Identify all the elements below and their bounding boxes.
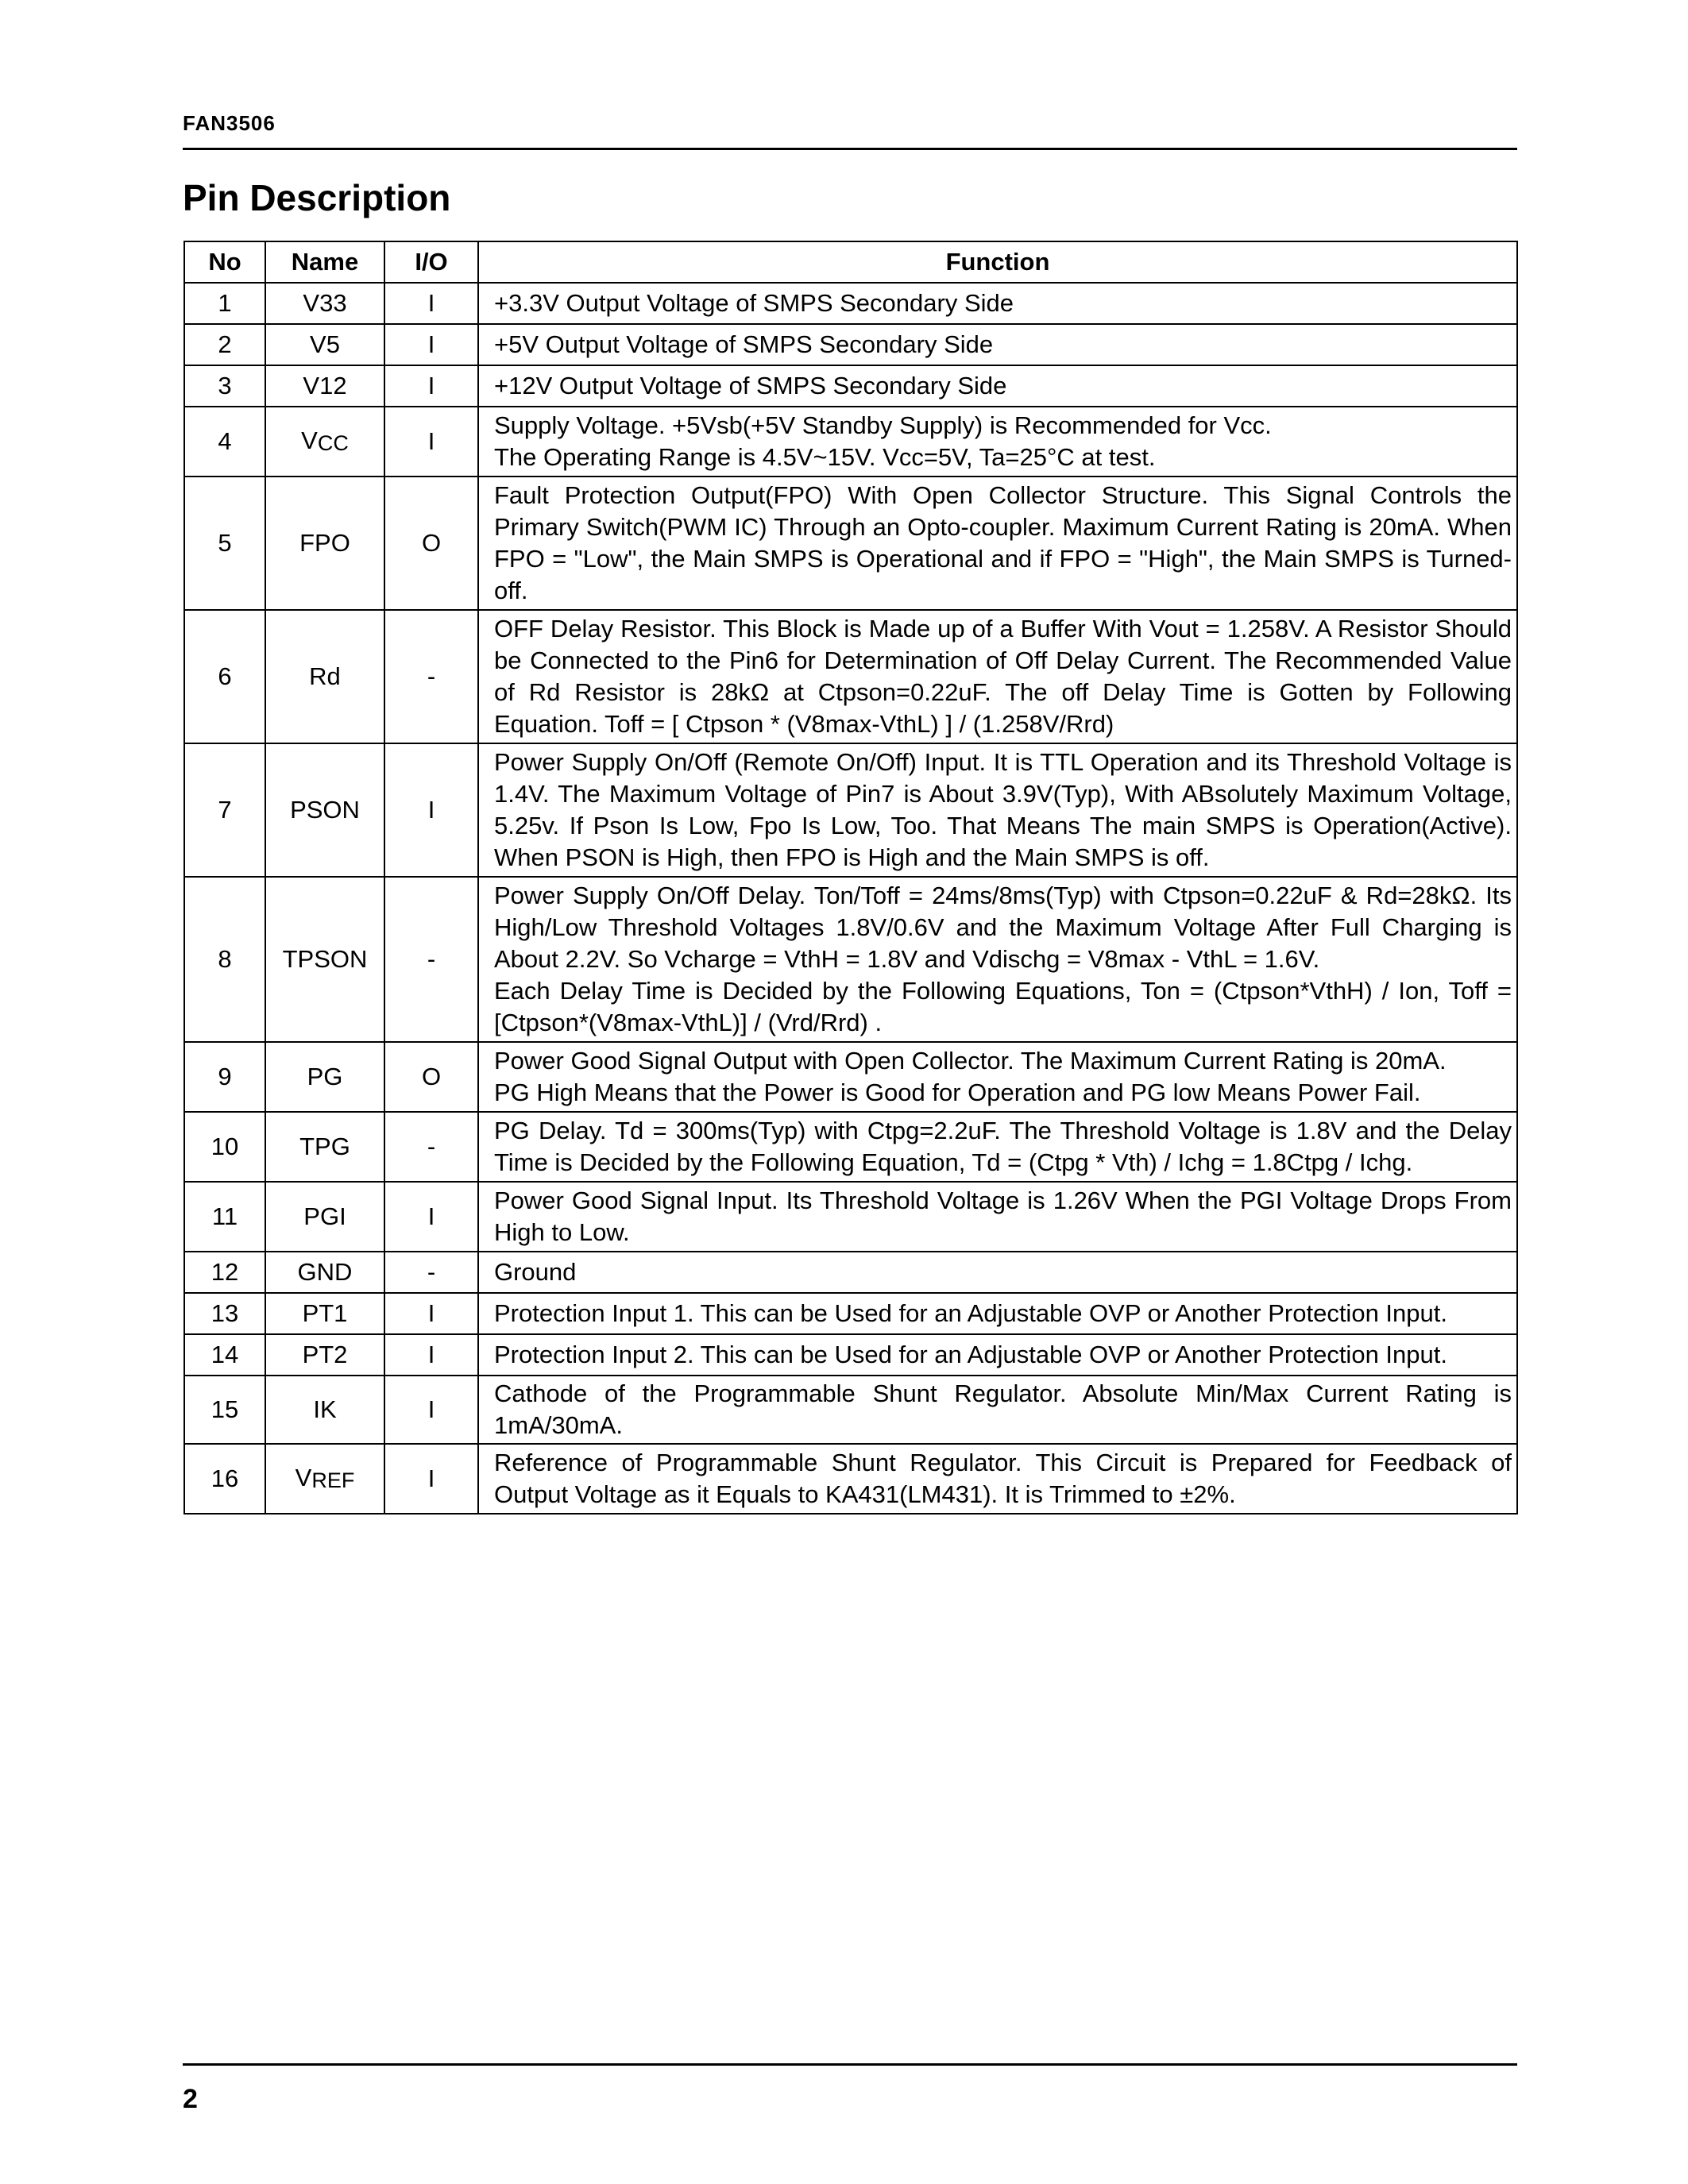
table-row <box>184 407 1517 477</box>
pin-function <box>478 283 1517 324</box>
pin-number: 4 <box>184 407 265 477</box>
pin-function <box>478 1293 1517 1334</box>
function-text: Each Delay Time is Decided by the Following Equations, Ton = (Ctpson*VthH) / Ion, Toff = [Ctpson*(V8max-VthL)] / (Vrd/Rrd) . <box>494 977 1512 1036</box>
pin-function <box>478 407 1517 477</box>
column-header-io: I/O <box>384 241 478 283</box>
table-row <box>184 610 1517 743</box>
function-text: Protection Input 2. This can be Used for an Adjustable OVP or Another Protection Input. <box>494 1341 1447 1368</box>
column-header-name: Name <box>265 241 384 283</box>
pin-function <box>478 1444 1517 1514</box>
pin-name: TPG <box>265 1112 384 1182</box>
pin-number: 14 <box>184 1334 265 1376</box>
pin-name: FPO <box>265 477 384 610</box>
function-text: Power Good Signal Output with Open Collector. The Maximum Current Rating is 20mA. <box>494 1047 1447 1075</box>
pin-name-main: V <box>295 1463 312 1491</box>
pin-io: - <box>384 610 478 743</box>
pin-function <box>478 877 1517 1042</box>
page-number: 2 <box>183 2084 198 2114</box>
pin-name: GND <box>265 1252 384 1293</box>
pin-name-subscript: CC <box>317 430 349 455</box>
page-title: Pin Description <box>183 177 451 218</box>
table-row <box>184 743 1517 877</box>
pin-io: - <box>384 1252 478 1293</box>
pin-function <box>478 1334 1517 1376</box>
pin-io: - <box>384 1112 478 1182</box>
footer-rule <box>183 2063 1517 2066</box>
header-rule <box>183 148 1517 150</box>
document-id: FAN3506 <box>183 111 276 135</box>
pin-function <box>478 1182 1517 1252</box>
function-text: +12V Output Voltage of SMPS Secondary Side <box>494 372 1007 399</box>
pin-io: I <box>384 407 478 477</box>
table-row <box>184 1182 1517 1252</box>
pin-number: 13 <box>184 1293 265 1334</box>
function-text: PG Delay. Td = 300ms(Typ) with Ctpg=2.2uF. The Threshold Voltage is 1.8V and the Delay Time is Decided by the Following Equation, Td = (Ctpg * Vth) / Ichg = 1.8Ctpg / Ichg. <box>494 1117 1512 1176</box>
pin-io: I <box>384 365 478 407</box>
function-text: Reference of Programmable Shunt Regulator. This Circuit is Prepared for Feedback of Output Voltage as it Equals to KA431(LM431). It is Trimmed to ±2%. <box>494 1449 1512 1508</box>
pin-io: O <box>384 477 478 610</box>
function-text: +5V Output Voltage of SMPS Secondary Side <box>494 330 994 358</box>
pin-function <box>478 610 1517 743</box>
pin-function <box>478 1376 1517 1444</box>
function-text: +3.3V Output Voltage of SMPS Secondary Side <box>494 289 1014 317</box>
function-text: Cathode of the Programmable Shunt Regulator. Absolute Min/Max Current Rating is 1mA/30mA. <box>494 1379 1512 1439</box>
pin-name: IK <box>265 1376 384 1444</box>
table-body <box>184 283 1517 1514</box>
pin-io: O <box>384 1042 478 1112</box>
pin-function <box>478 1042 1517 1112</box>
pin-number: 6 <box>184 610 265 743</box>
pin-io: I <box>384 1376 478 1444</box>
column-header-function: Function <box>478 241 1517 283</box>
function-text: OFF Delay Resistor. This Block is Made up of a Buffer With Vout = 1.258V. A Resistor Should be Connected to the Pin6 for Determination of Off Delay Current. The Recommended Value of Rd Resistor is 28kΩ at Ctpson=0.22uF. The off Delay Time is Gotten by Following Equation. Toff = [ Ctpson * (V8max-VthL) ] / (1.258V/Rrd) <box>494 615 1512 738</box>
pin-io: I <box>384 1293 478 1334</box>
pin-name: V5 <box>265 324 384 365</box>
function-text: Power Supply On/Off Delay. Ton/Toff = 24ms/8ms(Typ) with Ctpson=0.22uF & Rd=28kΩ. Its High/Low Threshold Voltages 1.8V/0.6V and the Maximum Voltage After Full Charging is About 2.2V. So Vcharge = VthH = 1.8V and Vdischg = V8max - VthL = 1.6V. <box>494 882 1512 973</box>
pin-name: PT1 <box>265 1293 384 1334</box>
pin-number: 11 <box>184 1182 265 1252</box>
function-text: Power Supply On/Off (Remote On/Off) Input. It is TTL Operation and its Threshold Voltage is 1.4V. The Maximum Voltage of Pin7 is About 3.9V(Typ), With ABsolutely Maximum Voltage, 5.25v. If Pson Is Low, Fpo Is Low, Too. That Means The main SMPS is Operation(Active). When PSON is High, then FPO is High and the Main SMPS is off. <box>494 748 1512 871</box>
table-header-row <box>184 241 1517 283</box>
function-text: Protection Input 1. This can be Used for an Adjustable OVP or Another Protection Input. <box>494 1299 1447 1327</box>
pin-name: Rd <box>265 610 384 743</box>
pin-io: I <box>384 743 478 877</box>
table-row <box>184 1444 1517 1514</box>
pin-name <box>265 407 384 477</box>
table-row <box>184 365 1517 407</box>
table-row <box>184 324 1517 365</box>
column-header-no: No <box>184 241 265 283</box>
pin-name-subscript: REF <box>311 1468 355 1492</box>
pin-name: PGI <box>265 1182 384 1252</box>
pin-function <box>478 1112 1517 1182</box>
pin-number: 7 <box>184 743 265 877</box>
pin-name <box>265 1444 384 1514</box>
table-row <box>184 1252 1517 1293</box>
pin-number: 12 <box>184 1252 265 1293</box>
pin-number: 3 <box>184 365 265 407</box>
pin-name: V33 <box>265 283 384 324</box>
pin-number: 2 <box>184 324 265 365</box>
function-text: The Operating Range is 4.5V~15V. Vcc=5V, Ta=25°C at test. <box>494 443 1156 471</box>
pin-number: 10 <box>184 1112 265 1182</box>
pin-io: I <box>384 1444 478 1514</box>
pin-name: V12 <box>265 365 384 407</box>
pin-description-table <box>183 241 1518 1515</box>
pin-io: - <box>384 877 478 1042</box>
pin-number: 1 <box>184 283 265 324</box>
pin-number: 16 <box>184 1444 265 1514</box>
pin-name-main: V <box>301 426 318 454</box>
pin-function <box>478 324 1517 365</box>
table-row <box>184 1042 1517 1112</box>
pin-function <box>478 477 1517 610</box>
pin-io: I <box>384 324 478 365</box>
table-row <box>184 283 1517 324</box>
pin-io: I <box>384 1182 478 1252</box>
pin-name: PSON <box>265 743 384 877</box>
function-text: Ground <box>494 1258 577 1286</box>
pin-number: 8 <box>184 877 265 1042</box>
function-text: Power Good Signal Input. Its Threshold Voltage is 1.26V When the PGI Voltage Drops From High to Low. <box>494 1187 1512 1246</box>
table-row <box>184 877 1517 1042</box>
pin-number: 9 <box>184 1042 265 1112</box>
pin-function <box>478 1252 1517 1293</box>
pin-number: 5 <box>184 477 265 610</box>
table-row <box>184 1112 1517 1182</box>
function-text: Fault Protection Output(FPO) With Open Collector Structure. This Signal Controls the Primary Switch(PWM IC) Through an Opto-coupler. Maximum Current Rating is 20mA. When FPO = "Low", the Main SMPS is Operational and if FPO = "High", the Main SMPS is Turned-off. <box>494 481 1512 604</box>
function-text: Supply Voltage. +5Vsb(+5V Standby Supply) is Recommended for Vcc. <box>494 411 1272 439</box>
table-row <box>184 477 1517 610</box>
table-row <box>184 1293 1517 1334</box>
pin-io: I <box>384 283 478 324</box>
function-text: PG High Means that the Power is Good for Operation and PG low Means Power Fail. <box>494 1078 1421 1106</box>
pin-name: TPSON <box>265 877 384 1042</box>
pin-name: PT2 <box>265 1334 384 1376</box>
pin-function <box>478 365 1517 407</box>
pin-function <box>478 743 1517 877</box>
table-row <box>184 1334 1517 1376</box>
pin-io: I <box>384 1334 478 1376</box>
pin-name: PG <box>265 1042 384 1112</box>
table-row <box>184 1376 1517 1444</box>
pin-number: 15 <box>184 1376 265 1444</box>
